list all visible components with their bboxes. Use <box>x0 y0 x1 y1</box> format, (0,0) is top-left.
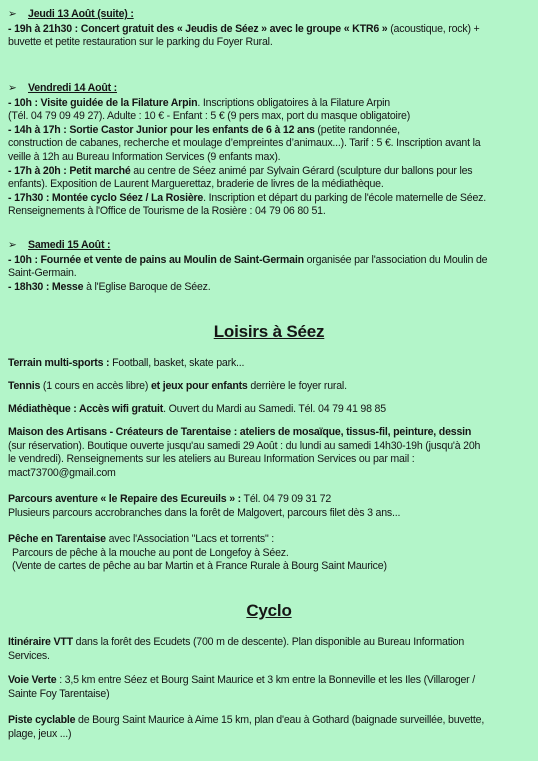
section-vendredi <box>8 82 528 219</box>
loisirs-maison-artisans: Maison des Artisans - Créateurs de Tarentaise : ateliers de mosaïque, tissus-fil, peinture, dessin (sur réservation). Boutique ouverte jusqu'au samedi 29 Août : du lundi au samedi 14h30-19h (jusqu'à 20h le vendredi). Renseignements sur les ateliers au Bureau Information Services ou par mail : mact73700@gmail.com <box>8 426 528 480</box>
section-jeudi <box>8 8 528 50</box>
event-line: veille à 12h au Bureau Information Services (9 enfants max). <box>8 150 281 163</box>
event-line: - 19h à 21h30 : Concert gratuit des « Jeudis de Séez » avec le groupe « KTR6 » (acoustique, rock) + <box>8 22 480 35</box>
loisirs-parcours: Parcours aventure « le Repaire des Ecureuils » : Tél. 04 79 09 31 72 Plusieurs parcours accrobranches dans la forêt de Malgovert, parcours filet dès 3 ans... <box>8 493 401 519</box>
event-line: - 10h : Visite guidée de la Filature Arpin. Inscriptions obligatoires à la Filature Arpin <box>8 96 390 109</box>
event-line: - 18h30 : Messe à l'Eglise Baroque de Séez. <box>8 280 211 293</box>
event-line: enfants). Exposition de Laurent Marguerettaz, braderie de livres de la médiathèque. <box>8 178 384 191</box>
day-heading-samedi: ➢ Samedi 15 Août : <box>8 239 111 251</box>
event-line: - 17h à 20h : Petit marché au centre de Séez animé par Sylvain Gérard (sculpture dur ballons pour les <box>8 164 473 177</box>
loisirs-peche: Pêche en Tarentaise avec l'Association "Lacs et torrents" : Parcours de pêche à la mouche au pont de Longefoy à Séez. (Vente de cartes de pêche au bar Martin et à France Rurale à Bourg Saint Maurice) <box>8 533 387 573</box>
section-title-loisirs: Loisirs à Séez <box>213 322 325 341</box>
event-line: - 10h : Fournée et vente de pains au Moulin de Saint-Germain organisée par l'association du Moulin de <box>8 253 488 266</box>
event-line: - 17h30 : Montée cyclo Séez / La Rosière. Inscription et départ du parking de l'école maternelle de Séez. <box>8 191 487 204</box>
loisirs-tennis: Tennis (1 cours en accès libre) et jeux pour enfants derrière le foyer rural. <box>8 380 347 392</box>
section-title-cyclo: Cyclo <box>246 601 292 620</box>
event-line: Renseignements à l'Office de Tourisme de la Rosière : 04 79 06 80 51. <box>8 205 326 218</box>
cyclo-voie-verte: Voie Verte : 3,5 km entre Séez et Bourg Saint Maurice et 3 km entre la Bonneville et les Iles (Villaroger / Sainte Foy Tarentaise) <box>8 674 475 700</box>
event-line: (Tél. 04 79 09 49 27). Adulte : 10 € - Enfant : 5 € (9 pers max, port du masque obligatoire) <box>8 110 411 123</box>
loisirs-mediatheque: Médiathèque : Accès wifi gratuit. Ouvert du Mardi au Samedi. Tél. 04 79 41 98 85 <box>8 403 386 415</box>
email-link[interactable]: mact73700@gmail.com <box>8 466 116 479</box>
arrow-bullet-icon: ➢ <box>8 82 17 94</box>
day-heading-vendredi: ➢ Vendredi 14 Août : <box>8 82 118 94</box>
day-heading-jeudi: ➢ Jeudi 13 Août (suite) : <box>8 8 134 20</box>
arrow-bullet-icon: ➢ <box>8 8 17 20</box>
arrow-bullet-icon: ➢ <box>8 239 17 251</box>
loisirs-terrain: Terrain multi-sports : Football, basket, skate park... <box>8 357 245 369</box>
event-line: Saint-Germain. <box>8 267 77 280</box>
event-line: buvette et petite restauration sur le parking du Foyer Rural. <box>8 36 273 49</box>
event-line: construction de cabanes, recherche et moulage d’empreintes d’animaux...). Tarif : 5 €. Inscription avant la <box>8 137 481 150</box>
section-samedi <box>8 239 528 294</box>
cyclo-piste: Piste cyclable de Bourg Saint Maurice à Aime 15 km, plan d'eau à Gothard (baignade surveillée, buvette, plage, jeux ...) <box>8 714 485 740</box>
event-line: - 14h à 17h : Sortie Castor Junior pour les enfants de 6 à 12 ans (petite randonnée, <box>8 123 400 136</box>
cyclo-vtt: Itinéraire VTT dans la forêt des Ecudets (700 m de descente). Plan disponible au Bureau Information Services. <box>8 636 465 662</box>
